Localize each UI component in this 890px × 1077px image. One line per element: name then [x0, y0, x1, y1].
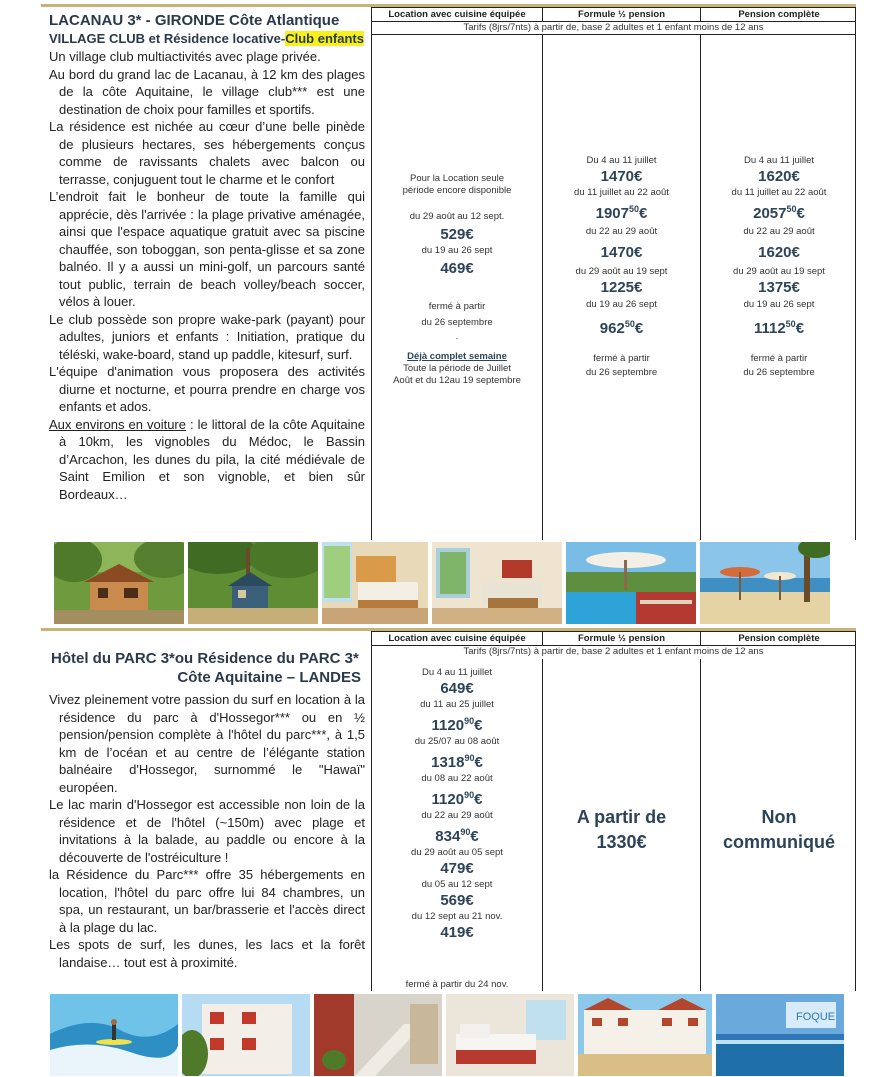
hossegor-title: Hôtel du PARC 3*ou Résidence du PARC 3* [51, 650, 359, 667]
date-range: du 12 sept au 21 nov. [411, 911, 503, 922]
closing-note: fermé à partir du 24 nov. [405, 979, 509, 990]
location-column: Pour la Location seule période encore disponible du 29 août au 12 sept. 529€ du 19 au 26 sept 469€ fermé à partir du 26 septembre . Déjà complet semaine Toute la période de Juillet Août et du 12au 19 septembre [393, 173, 521, 386]
header-location: Location avec cuisine équipée [388, 9, 526, 20]
full-board-column: Non communiqué [700, 659, 857, 991]
pine-chalets-photo [188, 542, 318, 624]
paragraph: L’endroit fait le bonheur de toute la famille qui apprécie, dès l'arrivée : la plage privative aménagée, ainsi que l'espace aquatique gratuit avec sa piscine chauffée, son toboggan, son penta-glisse et sa zone balnéo. Il y a aussi un mini-golf, un parcours santé tout public, terrain de beach volley/beach soccer, vélos à louer. [49, 189, 365, 309]
lacanau-description [41, 11, 371, 503]
club-enfants-highlight: Club enfants [285, 31, 364, 46]
paragraph: Les spots de surf, les dunes, les lacs et la forêt landaise… tout est à proximité. [49, 937, 365, 970]
half-board-column: Du 4 au 11 juillet 1470€ du 11 juillet au 22 août 1907$^{50}$€ du 22 au 29 août 1470€ du 29 août au 19 sept 1225€ du 19 au 26 sept $962^{50}€$ fermé à partir du 26 septembre [542, 35, 700, 540]
hossegor-description [41, 649, 371, 971]
living-room-photo [432, 542, 562, 624]
price: 1318$^{90}$€ [431, 753, 483, 771]
table-header [372, 631, 855, 646]
date-range: Du 4 au 11 juillet [421, 667, 493, 678]
lacanau-section [41, 7, 856, 540]
price: 1120$^{90}$€ [431, 716, 483, 734]
hotel-room-photo [446, 994, 574, 1076]
staircase-photo [314, 994, 442, 1076]
header-half-board: Formule ½ pension [542, 8, 700, 21]
beach-hotel-photo [578, 994, 712, 1076]
price: 1120$^{90}$€ [431, 790, 483, 808]
hossegor-photo-strip [50, 994, 844, 1076]
hotel-facade-photo [182, 994, 310, 1076]
date-range: du 25/07 au 08 août [414, 736, 500, 747]
paragraph: Le lac marin d'Hossegor est accessible non loin de la résidence et de l'hôtel (~150m) avec plage et invitations à la balade, au paddle ou encore à la découverte de l'ostréiculture ! [49, 797, 365, 865]
paragraph: Le club possède son propre wake-park (payant) pour adultes, juniors et enfants : Initiation, pratique du téléski, wake-board, stand up paddle, kitesurf, surf. [49, 311, 365, 362]
svg-text:FOQUE: FOQUE [796, 1011, 836, 1023]
full-week-label: Déjà complet semaine [407, 351, 507, 362]
price: 419€ [440, 924, 474, 941]
hossegor-section [41, 631, 856, 991]
pool-photo [566, 542, 696, 624]
price: $834^{90}€$ [435, 827, 479, 845]
beach-photo [700, 542, 830, 624]
lacanau-subtitle: VILLAGE CLUB et Résidence locative-Club enfants [49, 31, 364, 46]
table-subheader: Tarifs (8jrs/7nts) à partir de, base 2 adultes et 1 enfant moins de 12 ans [372, 22, 855, 35]
full-board-column: Du 4 au 11 juillet 1620€ du 11 juillet au 22 août 2057$^{50}$€ du 22 au 29 août 1620€ du 29 août au 19 sept 1375€ du 19 au 26 sept 1112$^{50}$€ fermé à partir du 26 septembre [700, 35, 857, 540]
price: 569€ [440, 892, 474, 909]
date-range: du 29 août au 05 sept [411, 847, 503, 858]
table-header [372, 7, 855, 22]
half-board-column: A partir de 1330€ [542, 659, 700, 991]
date-range: du 11 au 25 juillet [420, 699, 494, 710]
spa-pool-photo [716, 994, 844, 1076]
location-column [372, 659, 542, 991]
date-range: du 08 au 22 août [421, 773, 493, 784]
header-half-board: Formule ½ pension [542, 632, 700, 645]
paragraph: Un village club multiactivités avec plage privée. [49, 49, 321, 64]
lacanau-photo-strip [54, 542, 830, 624]
date-range: du 22 au 29 août [421, 810, 493, 821]
header-location: Location avec cuisine équipée [388, 633, 526, 644]
paragraph: L'équipe d'animation vous proposera des activités diurne et nocturne, et pourra prendre en charge vos enfants et ados. [49, 364, 365, 414]
price-columns [372, 35, 855, 540]
bedroom-photo [322, 542, 428, 624]
lacanau-price-table [371, 7, 856, 540]
table-subheader: Tarifs (8jrs/7nts) à partir de, base 2 adultes et 1 enfant moins de 12 ans [463, 646, 764, 657]
price-columns [372, 659, 855, 991]
hossegor-subtitle: Côte Aquitaine – LANDES [177, 669, 361, 686]
hossegor-price-table [371, 631, 856, 991]
header-full-board: Pension complète [700, 632, 857, 645]
paragraph: Au bord du grand lac de Lacanau, à 12 km des plages de la côte Aquitaine, le village club*** est une destination de choix pour familles et sportifs. [49, 66, 365, 117]
paragraph: La résidence est nichée au cœur d’une belle pinède de plusieurs hectares, ses hébergements conçus comme de ravissants chalets avec balcon ou terrasse, conjuguent tout le charme et le confort [49, 119, 365, 187]
price: 649€ [440, 680, 474, 697]
paragraph: Vivez pleinement votre passion du surf en location à la résidence du parc à d'Hossegor*** ou en ½ pension/pension complète à l'hôtel du parc***, à 1,5 km de l’océan et au centre de l’élégante station balnéaire d'Hossegor, surnommé le "Hawaï" européen. [49, 692, 365, 795]
date-range: du 05 au 12 sept [421, 879, 493, 890]
paragraph: la Résidence du Parc*** offre 35 hébergements en location, l'hôtel du parc offre lui 84 chambres, un spa, un restaurant, un bar/brasserie et l'accès direct à la plage du lac. [49, 867, 365, 935]
surroundings-paragraph: Aux environs en voiture : le littoral de la côte Aquitaine à 10km, les vignobles du Médoc, le Bassin d’Arcachon, les dunes du pila, la cité médiévale de Saint Emilion et son vignoble, et bien sûr Bordeaux… [49, 416, 365, 502]
lacanau-title: LACANAU 3* - GIRONDE Côte Atlantique [49, 12, 340, 29]
surfer-photo [50, 994, 178, 1076]
price: 479€ [440, 860, 474, 877]
chalet-photo [54, 542, 184, 624]
header-full-board: Pension complète [700, 8, 857, 21]
